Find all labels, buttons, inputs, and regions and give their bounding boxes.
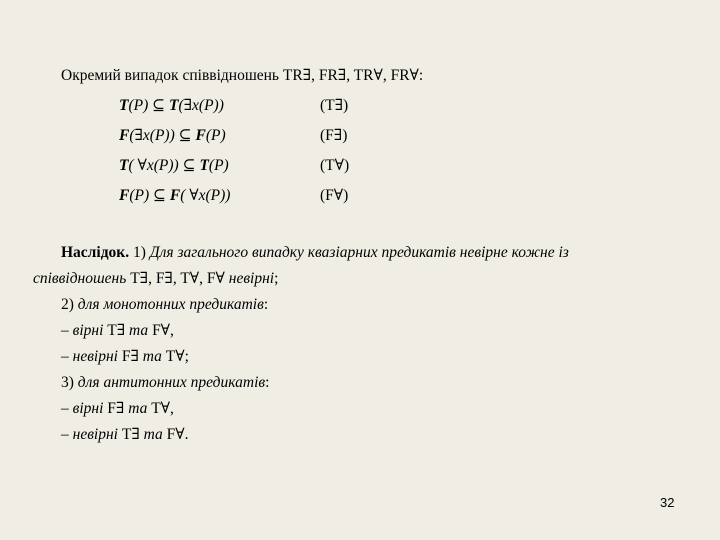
formula-part: (∃x(P)) ⊆ (129, 127, 196, 144)
punctuation: , (170, 322, 174, 339)
formula-part: ( ∀x(P)) (180, 187, 231, 204)
punctuation: : (265, 374, 270, 391)
item-text: – вірні (61, 400, 108, 417)
item-3-incorrect (61, 425, 189, 445)
formula-part: (∃x(P)) (178, 97, 224, 114)
relation: T∃ (121, 426, 140, 443)
formula-part: ( ∀x(P)) ⊆ (128, 157, 200, 174)
consequence-line-1 (61, 243, 569, 263)
formula-tag: (F∀) (320, 187, 349, 204)
formula-expression (119, 156, 229, 176)
consequence-text: невірні (228, 270, 275, 287)
relation: F∃ (107, 400, 125, 417)
item-text: та (125, 322, 153, 339)
item-2-incorrect (61, 347, 189, 367)
item-text: – невірні (61, 348, 122, 365)
item-text: та (124, 400, 152, 417)
item-3-heading (61, 373, 269, 393)
relation: F∀ (166, 426, 185, 443)
item-text: – вірні (61, 322, 108, 339)
item-text: та (139, 426, 167, 443)
formula-part: (P) (205, 127, 226, 144)
punctuation: ; (274, 270, 279, 287)
page-number: 32 (660, 495, 675, 510)
punctuation: : (263, 296, 269, 313)
item-text: для монотонних предикатів (77, 296, 264, 313)
formula-tag: (T∀) (320, 157, 350, 174)
intro-text: Окремий випадок співвідношень TR∃, FR∃, TR∀, FR∀: (61, 67, 424, 84)
item-number: 2) (61, 296, 78, 313)
formula-expression (119, 186, 230, 206)
formula-expression (119, 96, 224, 116)
punctuation: , (170, 400, 174, 417)
item-text: – невірні (61, 426, 122, 443)
consequence-text: співвідношень (33, 270, 127, 287)
formula-symbol: T (199, 157, 209, 174)
relation: F∃ (121, 348, 139, 365)
formula-part: (P) ⊆ (129, 187, 170, 204)
formula-expression (119, 126, 226, 146)
formula-tag: (F∃) (320, 127, 348, 144)
item-text: та (138, 348, 166, 365)
item-text: для антитонних предикатів (77, 374, 266, 391)
consequence-heading: Наслідок. (61, 244, 130, 261)
punctuation: ; (184, 348, 189, 365)
relation: T∀ (165, 348, 185, 365)
formula-symbol: F (195, 127, 206, 144)
formula-symbol: T (119, 97, 129, 114)
item-number: 1) (129, 244, 150, 261)
formula-symbol: F (169, 187, 181, 204)
item-2-heading (61, 295, 268, 315)
relation-list: T∃, F∃, T∀, F∀ (126, 270, 229, 287)
item-3-correct (61, 399, 174, 419)
formula-part: (P) ⊆ (128, 97, 169, 114)
formula-symbol: T (119, 157, 129, 174)
consequence-line-2 (33, 269, 278, 289)
formula-symbol: T (169, 97, 179, 114)
formula-tag: (T∃) (320, 97, 349, 114)
relation: F∀ (152, 322, 171, 339)
item-2-correct (61, 321, 174, 341)
formula-symbol: F (119, 127, 130, 144)
relation: T∀ (151, 400, 171, 417)
formula-part: (P) (208, 157, 229, 174)
formula-symbol: F (119, 187, 130, 204)
punctuation: . (184, 426, 189, 443)
consequence-text: Для загального випадку квазіарних предикатів невірне кожне із (149, 244, 569, 261)
relation: T∃ (107, 322, 126, 339)
item-number: 3) (61, 374, 78, 391)
